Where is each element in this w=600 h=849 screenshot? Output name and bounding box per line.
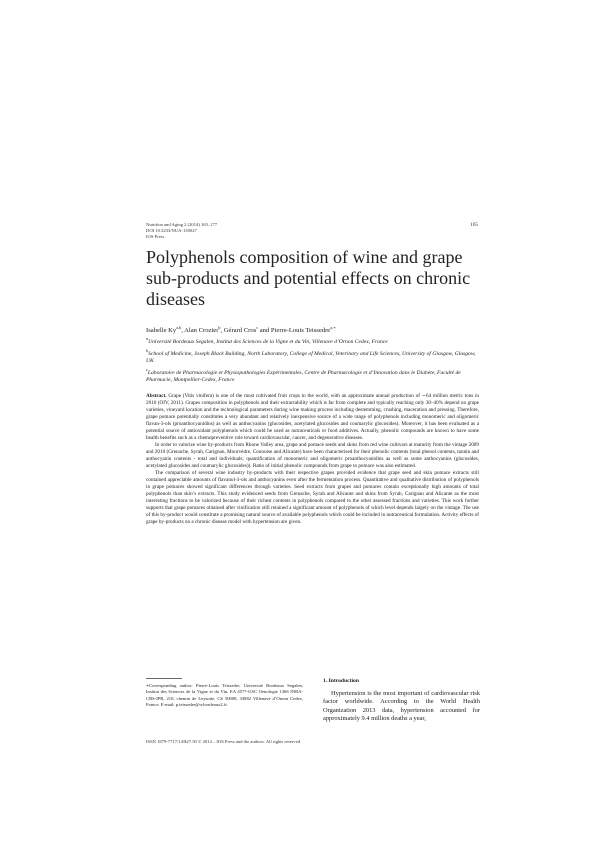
author-affiliation-mark: a,b: [176, 325, 182, 330]
affiliation: [146, 335, 478, 346]
author-affiliation-mark: a,∗: [330, 325, 336, 330]
abstract-paragraph: [146, 393, 479, 442]
author-affiliation-mark: b: [218, 325, 221, 330]
affiliation: [146, 347, 478, 365]
author-name: Alan Crozier: [184, 327, 219, 335]
affiliation-mark: a: [146, 336, 149, 341]
introduction-paragraph: Hypertension is the most important of cardiovascular risk factor worldwide. According to the World Health Organization 2013 data, hypertension accounted for approximately 9.4 million deaths a year,: [323, 690, 480, 722]
author-name: Pierre-Louis Teissedre: [270, 327, 331, 335]
affiliation-mark: c: [146, 366, 148, 372]
footnote-divider: [146, 678, 182, 679]
author-separator: ,: [220, 327, 224, 335]
journal-info: [146, 222, 217, 240]
abstract-label: Abstract.: [146, 393, 167, 399]
affiliation-mark: b: [146, 347, 149, 353]
abstract-text: Grape (Vitis vinifera) is one of the most cultivated fruit crops in the world, with an approximate annual production of ∼64 million metric tons in 2010 (OIV, 2011). Grapes composition in polyphenols and their extractability which is far from complete and typically reaching only 30–40% depend on grape varieties, vineyard location and the technological parameters during wine making process including destemming, crushing, maceration and pressing. Therefore, grape pomace potentially constitutes a very abundant and relatively inexpensive source of a wide range of polyphenols including monomeric and oligomeric flavan-3-ols (proanthocyanidins) as well as anthocyanins (glucosides, acetylated glucosides and coumarylic glucosides). Moreover, it has been evaluated as a potential source of antioxidant polyphenols which could be used as nutraceuticals or food additives. Actually, phenolic compounds are known to have some health benefits such as a chemopreventive role toward cardiovascular, cancer, and degenerative diseases.: [146, 393, 480, 441]
abstract-paragraph: The comparison of several wine industry by-products with their respective grapes provided evidence that grape seed and skin pomace extracts still contained appreciable amounts of flavanol-3-ols and anthocyanins even after the fermentation process. Quantitative and qualitative distribution of polyphenols in grape pomaces showed significant differences through varieties. Seed extracts from grapes and pomaces contain exceptionally high amounts of total polyphenols than skin’s extracts. This study evidenced seeds from Grenache, Syrah and Alicante and skins from Syrah, Carignan and Alicante as the most interesting fractions to be valorized because of their richest contents in polyphenols compared to the other assessed fractions and varieties. This work further supports that grape pomaces obtained after vinification still retained a significant amount of polyphenols of which level depends largely on the vintage. The use of this by-product would constitute a promising natural source of available polyphenols which could be included in nutraceutical formulation. Activity effects of grape by-products on a chronic disease model with hypertension are given.: [146, 470, 479, 525]
abstract-paragraph: In order to valorize wine by-products from Rhone Valley area, grape and pomace seeds and skins from red wine cultivars at maturity from the vintage 2009 and 2010 (Grenache, Syrah, Carignan, Mourvèdre, Counoise and Alicante) have been characterised for their phenolic contents (total phenol contents, tannin and anthocyanin contents - total and individuals; quantification of monomeric and oligomeric proanthocyanidins as well as some anthocyanins (glucosides, acetylated glucosides and coumarylic glucosides)). Ratio of initial phenolic compounds from grape to pomace was also estimated.: [146, 442, 479, 469]
section-heading-introduction: 1. Introduction: [323, 678, 359, 684]
author-separator: ,: [181, 327, 185, 335]
author-separator: and: [258, 327, 271, 335]
affiliation-text: School of Medicine, Joseph Black Building, North Laboratory, College of Medical, Veterinary and Life Sciences, University of Glasgow, Glasgow, UK: [146, 350, 476, 364]
author-name: Gérard Cros: [223, 327, 257, 335]
corresponding-author-footnote: ∗Corresponding author: Pierre-Louis Teissedre, Université Bordeaux Segalen, Institut des Sciences de la Vigne et du Vin, EA 4577-USC Oenologie 1366 INRA-CBS-IPB, 210, chemin de Leysotte, CS 50008, 33882 Villenave d’Ornon Cedex, France. E-mail: p.teissedre@u-bordeaux2.fr.: [146, 683, 303, 707]
author-name: Isabelle Ky: [146, 327, 177, 335]
affiliations: [146, 335, 478, 385]
author-list: [146, 324, 476, 335]
journal-line: DOI 10.3233/NUA-130027: [146, 228, 197, 233]
paper-title: Polyphenols composition of wine and grape sub-products and potential effects on chronic diseases: [146, 247, 471, 309]
affiliation-text: Université Bordeaux Segalen, Institut des Sciences de la Vigne et du Vin, Villenave d’Ornon Cedex, France: [148, 338, 388, 345]
page-number: 165: [470, 222, 478, 228]
journal-line: IOS Press: [146, 234, 165, 239]
introduction-body: [323, 690, 480, 723]
author-affiliation-mark: c: [256, 325, 259, 330]
abstract: [146, 393, 479, 526]
affiliation: [146, 366, 478, 384]
affiliation-text: Laboratoire de Pharmacologie et Physiopathologies Expérimentales, Centre de Pharmacologie et d’Innovation dans le Diabète, Faculté de Pharmacie, Montpellier-Cedex, France: [146, 369, 461, 383]
journal-line: Nutrition and Aging 2 (2014) 165–177: [146, 222, 218, 227]
issn-line: ISSN 1879-7717/14/$27.50 © 2014 – IOS Press and the authors. All rights reserved: [146, 739, 301, 744]
